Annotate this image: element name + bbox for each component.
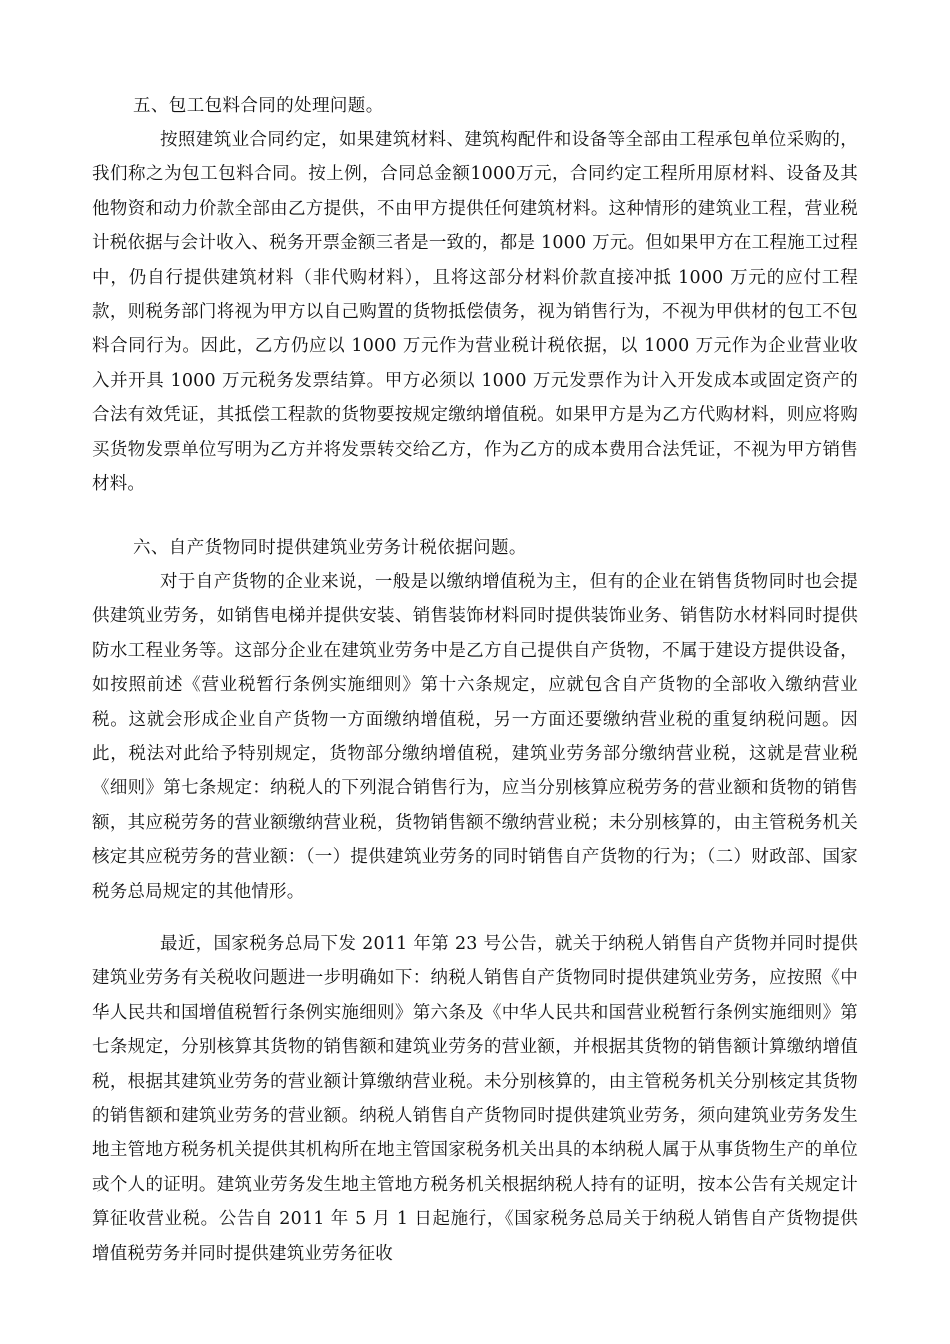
section-6-paragraph-1: 对于自产货物的企业来说，一般是以缴纳增值税为主，但有的企业在销售货物同时也会提供建筑业劳务，如销售电梯并提供安装、销售装饰材料同时提供装饰业务、销售防水材料同时提供防水工程业务等。这部分企业在建筑业劳务中是乙方自己提供自产货物，不属于建设方提供设备，如按照前述《营业税暂行条例实施细则》第十六条规定，应就包含自产货物的全部收入缴纳营业税。这就会形成企业自产货物一方面缴纳增值税，另一方面还要缴纳营业税的重复纳税问题。因此，税法对此给予特别规定，货物部分缴纳增值税，建筑业劳务部分缴纳营业税，这就是营业税《细则》第七条规定：纳税人的下列混合销售行为，应当分别核算应税劳务的营业额和货物的销售额，其应税劳务的营业额缴纳营业税，货物销售额不缴纳营业税；未分别核算的，由主管税务机关核定其应税劳务的营业额：（一）提供建筑业劳务的同时销售自产货物的行为；（二）财政部、国家税务总局规定的其他情形。 (92, 572, 858, 902)
section-5-heading: 五、包工包料合同的处理问题。 (133, 96, 384, 116)
section-6-paragraph-2: 最近，国家税务总局下发 2011 年第 23 号公告，就关于纳税人销售自产货物并同时提供建筑业劳务有关税收问题进一步明确如下：纳税人销售自产货物同时提供建筑业劳务，应按照《中华人民共和国增值税暂行条例实施细则》第六条及《中华人民共和国营业税暂行条例实施细则》第七条规定，分别核算其货物的销售额和建筑业劳务的营业额，并根据其货物的销售额计算缴纳增值税，根据其建筑业劳务的营业额计算缴纳营业税。未分别核算的，由主管税务机关分别核定其货物的销售额和建筑业劳务的营业额。纳税人销售自产货物同时提供建筑业劳务，须向建筑业劳务发生地主管地方税务机关提供其机构所在地主管国家税务机关出具的本纳税人属于从事货物生产的单位或个人的证明。建筑业劳务发生地主管地方税务机关根据纳税人持有的证明，按本公告有关规定计算征收营业税。公告自 2011 年 5 月 1 日起施行，《国家税务总局关于纳税人销售自产货物提供增值税劳务并同时提供建筑业劳务征收 (92, 934, 858, 1264)
section-6-heading: 六、自产货物同时提供建筑业劳务计税依据问题。 (133, 538, 527, 558)
section-5-paragraph: 按照建筑业合同约定，如果建筑材料、建筑构配件和设备等全部由工程承包单位采购的，我们称之为包工包料合同。按上例，合同总金额1000万元，合同约定工程所用原材料、设备及其他物资和动力价款全部由乙方提供，不由甲方提供任何建筑材料。这种情形的建筑业工程，营业税计税依据与会计收入、税务开票金额三者是一致的，都是 1000 万元。但如果甲方在工程施工过程中，仍自行提供建筑材料（非代购材料），且将这部分材料价款直接冲抵 1000 万元的应付工程款，则税务部门将视为甲方以自己购置的货物抵偿债务，视为销售行为，不视为甲供材的包工不包料合同行为。因此，乙方仍应以 1000 万元作为营业税计税依据，以 1000 万元作为企业营业收入并开具 1000 万元税务发票结算。甲方必须以 1000 万元发票作为计入开发成本或固定资产的合法有效凭证，其抵偿工程款的货物要按规定缴纳增值税。如果甲方是为乙方代购材料，则应将购买货物发票单位写明为乙方并将发票转交给乙方，作为乙方的成本费用合法凭证，不视为甲方销售材料。 (92, 130, 858, 495)
